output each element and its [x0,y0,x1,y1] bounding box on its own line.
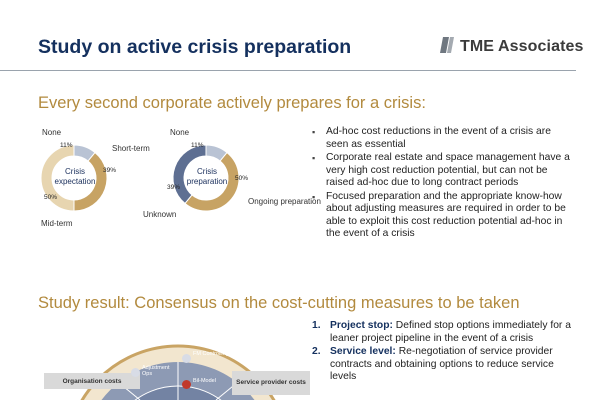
organisation-costs-label: Organisation costs [62,377,122,385]
donut2-label-unknown: Unknown [143,210,177,219]
donut2-center-line1: Crisis [197,167,217,176]
measure-text: Re-negotiation of service provider contracts and obtaining options to reduce service levels [330,346,554,382]
finding-item: ▪ Focused preparation and the appropriate know-how about adjusting measures are required in order to be able to exploit this cost reduction potential ad-hoc in the event of a crisis [312,191,574,241]
service-provider-costs-label: Service provider costs [236,379,306,386]
measures-list [312,320,574,385]
bubble-red-icon [182,380,191,389]
measure-number: 2. [312,346,321,357]
finding-item: ▪ Ad-hoc cost reductions in the event of a crisis are seen as essential [312,126,574,151]
service-provider-costs-box [232,371,310,395]
tme-logo-icon [440,37,454,58]
donut2-center [176,167,238,187]
donut1-label-mid-term: Mid-term [41,219,73,228]
donut1-label-none: None [42,128,62,137]
donut2-pct-unknown: 39% [167,184,181,191]
donut2-label-ongoing: Ongoing preparation [248,197,321,206]
page-title: Study on active crisis preparation [38,36,352,58]
measure-number: 1. [312,320,321,331]
finding-item: ▪ Corporate real estate and space management have a very high cost reduction potential, but can not be raised ad-hoc due to long contract periods [312,152,574,190]
donut1-label-short-term: Short-term [112,144,150,153]
header-divider [0,70,576,71]
organisation-costs-box [44,373,140,389]
donut2-label-none: None [170,128,190,137]
donut2-center-line2: preparation [186,177,228,186]
donut1-center-line1: Crisis [65,167,85,176]
donut2-pct-none: 11% [191,142,204,149]
brand-name: TME Associates [460,38,584,55]
brand [440,36,584,58]
measure-item [312,346,574,384]
section1-heading: Every second corporate actively prepares for a crisis: [38,94,426,112]
bubble-icon [182,354,191,363]
measure-head: Service level: [330,346,396,357]
findings-list [312,126,574,242]
measure-item [312,320,574,345]
bubble-icon [131,368,140,377]
donut1-center [44,167,106,187]
fm-controlling-label: FM Controlling [193,351,229,357]
donut1-center-line2: expectation [54,177,96,186]
bil-model-label: Bil-Model [193,378,216,384]
donut2-pct-ongoing: 50% [235,175,249,182]
donut1-pct-short-term: 39% [103,167,117,174]
donut1-pct-mid-term: 50% [44,194,58,201]
section2-heading: Study result: Consensus on the cost-cutting measures to be taken [38,294,520,312]
donut1-pct-none: 11% [60,142,73,149]
measure-text: Defined stop options immediately for a leaner project pipeline in the event of a crisis [330,320,571,344]
adjustment-label: Adjustment Ops [142,365,170,377]
measure-head: Project stop: [330,320,393,331]
